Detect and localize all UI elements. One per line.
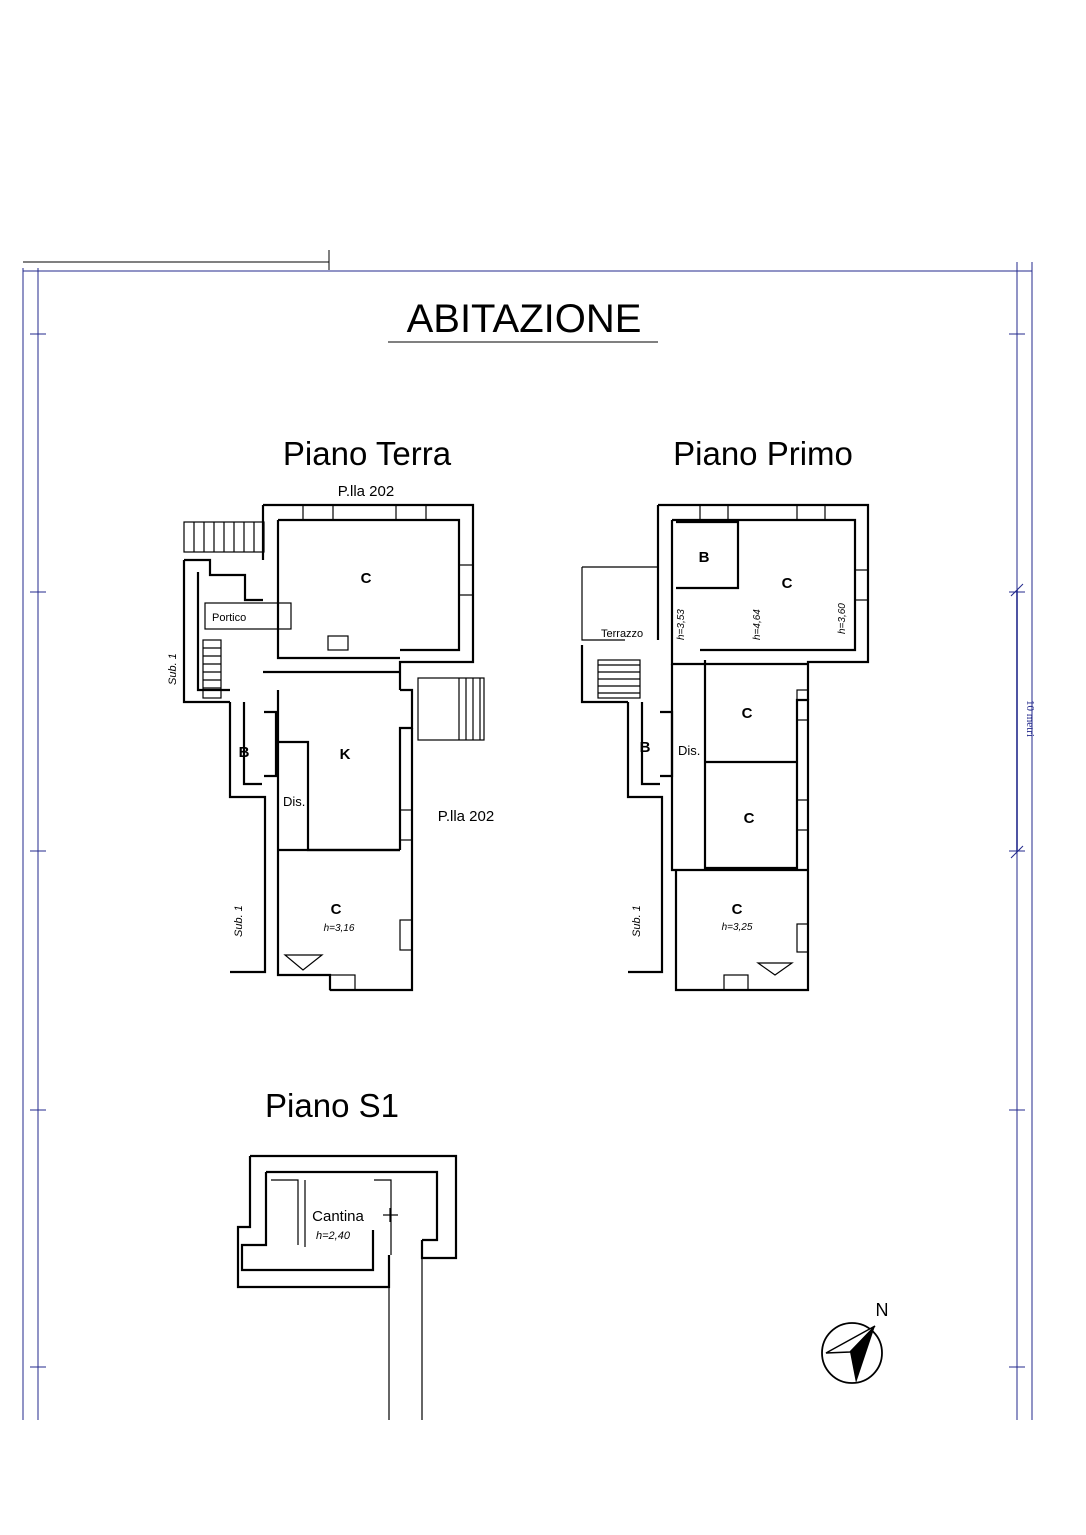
room-b-top-label: B — [698, 549, 710, 566]
ground-sub-lower: Sub. 1 — [233, 905, 245, 937]
room-h2: h=4,64 — [752, 609, 763, 640]
first-floor-title: Piano Primo — [673, 435, 853, 472]
room-c-bottom-height-first: h=3,25 — [721, 922, 753, 933]
room-portico-label: Portico — [212, 612, 247, 624]
room-c-top-label-first: C — [781, 575, 793, 592]
room-cantina-label: Cantina — [312, 1208, 364, 1225]
room-h1: h=3,53 — [676, 609, 687, 640]
room-c-bottom-height: h=3,16 — [323, 923, 355, 934]
scale-bar-label: 10 metri — [1024, 700, 1036, 737]
room-c-bottom-label: C — [330, 901, 342, 918]
basement-title: Piano S1 — [265, 1087, 399, 1124]
room-c-bottom-label-first: C — [731, 901, 743, 918]
room-h3: h=3,60 — [837, 603, 848, 634]
first-floor-plan — [582, 435, 868, 990]
room-b-label: B — [238, 744, 250, 761]
basement-plan — [238, 1087, 456, 1420]
room-b-left-label: B — [639, 739, 651, 756]
room-terrazzo-label: Terrazzo — [601, 628, 644, 640]
room-c-mid2-label: C — [743, 810, 755, 827]
room-c-top-label: C — [360, 570, 372, 587]
ground-floor-title: Piano Terra — [282, 435, 452, 472]
room-dis-label-first: Dis. — [678, 743, 701, 758]
sheet-title: ABITAZIONE — [406, 297, 642, 341]
ground-floor-plan — [167, 435, 494, 990]
room-dis-label: Dis. — [283, 794, 306, 809]
room-c-mid1-label: C — [741, 705, 753, 722]
sheet-frame — [23, 250, 1032, 1420]
room-cantina-height: h=2,40 — [316, 1230, 350, 1242]
north-arrow-icon — [822, 1300, 889, 1383]
ground-parcel-right: P.lla 202 — [437, 808, 495, 825]
ground-parcel-top: P.lla 202 — [337, 483, 395, 500]
ground-sub-upper: Sub. 1 — [167, 653, 179, 685]
room-k-label: K — [339, 746, 351, 763]
first-sub-left: Sub. 1 — [631, 905, 643, 937]
north-label: N — [875, 1300, 889, 1320]
